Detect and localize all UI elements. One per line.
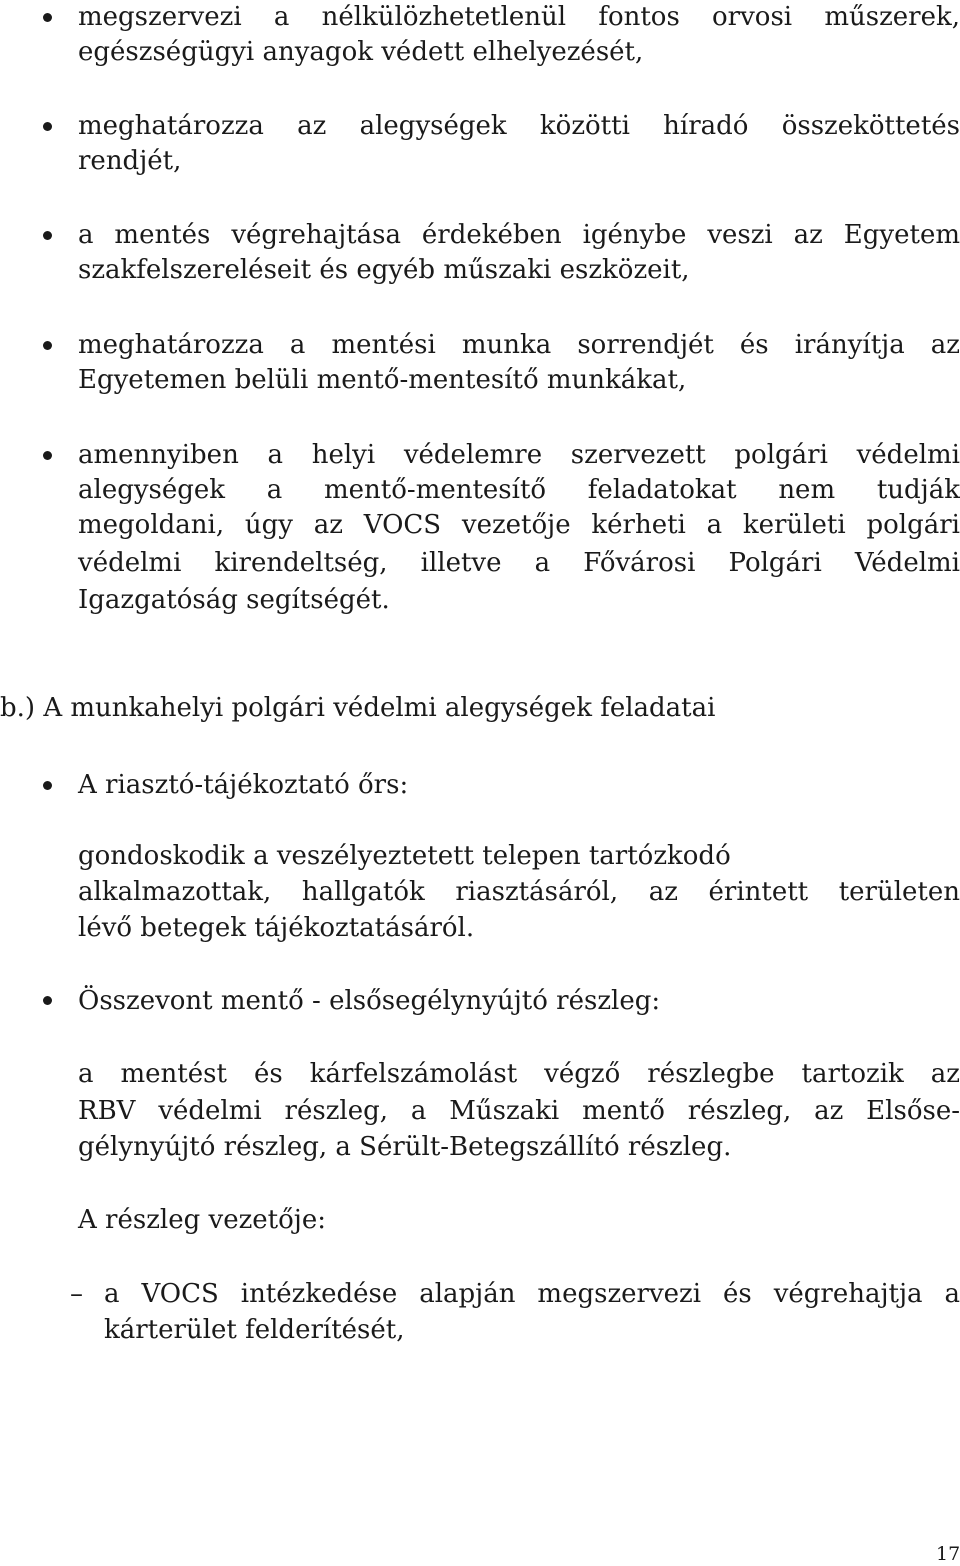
rescue-line-1: a mentést és kárfelszámolást végző részlegbe tartozik az (78, 1059, 960, 1089)
bullet-1-line-1: megszervezi a nélkülözhetetlenül fontos orvosi műszerek, (78, 2, 960, 32)
bullet-marker (43, 341, 52, 350)
bullet-2-line-2: rendjét, (78, 146, 182, 176)
rescue-title: Összevont mentő - elsősegélynyújtó részleg: (78, 986, 661, 1016)
dash-marker: – (70, 1279, 83, 1309)
dash-line-2: kárterület felderítését, (104, 1315, 405, 1345)
bullet-1-line-2: egészségügyi anyagok védett elhelyezését, (78, 37, 644, 67)
guard-line-3: lévő betegek tájékoztatásáról. (78, 913, 475, 943)
rescue-line-3: gélynyújtó részleg, a Sérült-Betegszállító részleg. (78, 1132, 732, 1162)
bullet-5-line-4: védelmi kirendeltség, illetve a Fővárosi Polgári Védelmi (78, 548, 960, 578)
bullet-marker (43, 781, 52, 790)
dash-line-1: a VOCS intézkedése alapján megszervezi és végrehajtja a (104, 1279, 960, 1309)
page-number: 17 (936, 1543, 960, 1565)
bullet-4-line-2: Egyetemen belüli mentő-mentesítő munkákat, (78, 365, 687, 395)
bullet-5-line-5: Igazgatóság segítségét. (78, 585, 390, 615)
guard-line-1: gondoskodik a veszélyeztetett telepen tartózkodó (78, 841, 731, 871)
bullet-marker (43, 451, 52, 460)
bullet-5-line-3: megoldani, úgy az VOCS vezetője kérheti a kerületi polgári (78, 510, 960, 540)
bullet-3-line-1: a mentés végrehajtása érdekében igénybe veszi az Egyetem (78, 220, 960, 250)
rescue-line-2: RBV védelmi részleg, a Műszaki mentő részleg, az Elsőse- (78, 1096, 960, 1126)
bullet-marker (43, 231, 52, 240)
section-heading: b.) A munkahelyi polgári védelmi alegységek feladatai (0, 693, 716, 723)
guard-title: A riasztó-tájékoztató őrs: (78, 770, 409, 800)
bullet-5-line-2: alegységek a mentő-mentesítő feladatokat nem tudják (78, 475, 960, 505)
bullet-2-line-1: meghatározza az alegységek közötti híradó összeköttetés (78, 111, 960, 141)
bullet-3-line-2: szakfelszereléseit és egyéb műszaki eszközeit, (78, 255, 690, 285)
leader-label: A részleg vezetője: (78, 1205, 326, 1235)
bullet-marker (43, 996, 52, 1005)
guard-line-2: alkalmazottak, hallgatók riasztásáról, az érintett területen (78, 877, 960, 907)
bullet-4-line-1: meghatározza a mentési munka sorrendjét és irányítja az (78, 330, 960, 360)
bullet-5-line-1: amennyiben a helyi védelemre szervezett polgári védelmi (78, 440, 960, 470)
bullet-marker (43, 122, 52, 131)
bullet-marker (43, 13, 52, 22)
